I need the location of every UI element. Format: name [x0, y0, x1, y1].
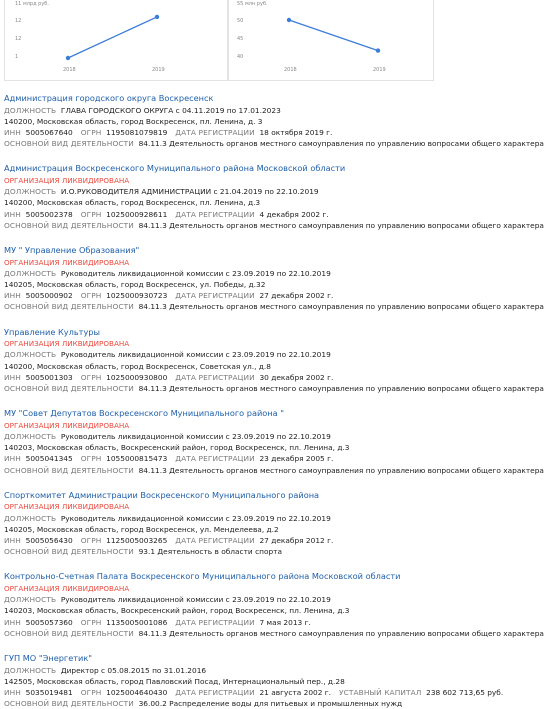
position-period: с 05.08.2015 по 31.01.2016 [101, 665, 207, 675]
reg-date-label: ДАТА РЕГИСТРАЦИИ [175, 617, 255, 627]
position-label: ДОЛЖНОСТЬ [4, 105, 57, 115]
position-label: ДОЛЖНОСТЬ [4, 187, 57, 197]
series-line [289, 20, 378, 51]
organization-name-link[interactable]: Управление Культуры [4, 326, 100, 337]
position-label: ДОЛЖНОСТЬ [4, 432, 57, 442]
liquidated-status: ОРГАНИЗАЦИЯ ЛИКВИДИРОВАНА [4, 339, 130, 349]
x-tick-label: 2019 [373, 67, 386, 73]
address: 140200, Московская область, город Воскресенск, пл. Ленина, д.3 [4, 198, 261, 208]
position-value: ГЛАВА ГОРОДСКОГО ОКРУГА [60, 105, 174, 115]
address: 142505, Московская область, город Павловский Посад, Интернациональный пер., д.28 [4, 676, 345, 686]
reg-date-value: 21 августа 2002 г. [259, 688, 332, 698]
position-value: Руководитель ликвидационной комиссии [60, 350, 224, 360]
organization-record [4, 163, 544, 231]
activity-label: ОСНОВНОЙ ВИД ДЕЯТЕЛЬНОСТИ [4, 384, 134, 394]
series-line-group [66, 15, 159, 60]
inn-value: 5005000902 [25, 291, 73, 301]
profit-chart-svg [229, 0, 433, 80]
charts-strip [0, 0, 547, 80]
y-tick-label: 12 [15, 36, 22, 42]
series-line-group [287, 18, 380, 53]
organization-name-link[interactable]: Контрольно-Счетная Палата Воскресенского Муниципального района Московской области [4, 571, 401, 582]
position-value: Руководитель ликвидационной комиссии [60, 432, 224, 442]
ogrn-value: 1025000930800 [106, 372, 168, 382]
activity-value: 84.11.3 Деятельность органов местного самоуправления по управлению вопросами общего характера [138, 302, 544, 312]
reg-date-label: ДАТА РЕГИСТРАЦИИ [175, 209, 255, 219]
inn-label: ИНН [4, 454, 21, 464]
organization-name-link[interactable]: ГУП МО "Энергетик" [4, 653, 93, 664]
organization-record [4, 245, 544, 313]
profit-chart [228, 0, 434, 81]
inn-label: ИНН [4, 688, 21, 698]
organization-name-link[interactable]: МУ " Управление Образования" [4, 245, 140, 256]
capital-value: 238 602 713,65 руб. [426, 688, 504, 698]
y-tick-label: 12 [15, 18, 22, 24]
position-value: Руководитель ликвидационной комиссии [60, 513, 224, 523]
position-value: И.О.РУКОВОДИТЕЛЯ АДМИНИСТРАЦИИ [60, 187, 212, 197]
position-period: с 23.09.2019 по 22.10.2019 [225, 432, 331, 442]
inn-value: 5005001303 [25, 372, 73, 382]
liquidated-status: ОРГАНИЗАЦИЯ ЛИКВИДИРОВАНА [4, 584, 130, 594]
reg-date-value: 18 октября 2019 г. [259, 128, 333, 137]
ogrn-label: ОГРН [80, 372, 102, 382]
organization-name-link[interactable]: Администрация Воскресенского Муниципального района Московской области [4, 163, 346, 174]
inn-label: ИНН [4, 209, 21, 219]
ogrn-value: 1025000928611 [106, 209, 168, 219]
reg-date-label: ДАТА РЕГИСТРАЦИИ [175, 291, 255, 301]
y-tick-label: 45 [237, 36, 244, 42]
ogrn-label: ОГРН [80, 536, 102, 546]
ogrn-value: 1195081079819 [106, 128, 168, 137]
chart-title: 11 млрд руб. [15, 1, 49, 7]
reg-date-value: 30 декабря 2002 г. [259, 372, 334, 382]
x-tick-label: 2019 [152, 67, 165, 73]
organization-list [4, 93, 544, 709]
address: 140203, Московская область, Воскресенский район, город Воскресенск, пл. Ленина, д.3 [4, 606, 350, 616]
inn-value: 5035019481 [25, 688, 73, 698]
liquidated-status: ОРГАНИЗАЦИЯ ЛИКВИДИРОВАНА [4, 502, 130, 512]
data-point [66, 56, 70, 60]
data-point [155, 15, 159, 19]
position-period: с 23.09.2019 по 22.10.2019 [225, 595, 331, 605]
ogrn-label: ОГРН [80, 454, 102, 464]
reg-date-label: ДАТА РЕГИСТРАЦИИ [175, 454, 255, 464]
inn-value: 5005056430 [25, 536, 73, 546]
activity-value: 84.11.3 Деятельность органов местного самоуправления по управлению вопросами общего характера [138, 220, 544, 230]
activity-value: 93.1 Деятельность в области спорта [138, 547, 283, 557]
activity-label: ОСНОВНОЙ ВИД ДЕЯТЕЛЬНОСТИ [4, 699, 134, 709]
inn-label: ИНН [4, 617, 21, 627]
ogrn-label: ОГРН [80, 617, 102, 627]
ogrn-value: 1025004640430 [106, 688, 168, 698]
position-value: Директор [60, 665, 99, 675]
organization-record [4, 571, 544, 639]
address: 140200, Московская область, город Воскресенск, Советская ул., д.8 [4, 361, 271, 371]
liquidated-status: ОРГАНИЗАЦИЯ ЛИКВИДИРОВАНА [4, 176, 130, 185]
activity-value: 84.11.3 Деятельность органов местного самоуправления по управлению вопросами общего характера [138, 465, 544, 475]
reg-date-value: 27 декабря 2002 г. [259, 291, 334, 301]
inn-label: ИНН [4, 372, 21, 382]
position-period: с 23.09.2019 по 22.10.2019 [225, 513, 331, 523]
revenue-chart [4, 0, 228, 81]
activity-label: ОСНОВНОЙ ВИД ДЕЯТЕЛЬНОСТИ [4, 220, 134, 230]
x-tick-label: 2018 [63, 67, 76, 73]
ogrn-value: 1125005003265 [106, 536, 168, 546]
ogrn-label: ОГРН [80, 291, 102, 301]
inn-value: 5005067640 [25, 128, 73, 137]
position-period: с 23.09.2019 по 22.10.2019 [225, 268, 331, 278]
x-tick-label: 2018 [284, 67, 297, 73]
activity-value: 84.11.3 Деятельность органов местного самоуправления по управлению вопросами общего характера [138, 139, 544, 149]
position-period: с 23.09.2019 по 22.10.2019 [225, 350, 331, 360]
revenue-chart-svg [5, 0, 227, 80]
reg-date-value: 7 мая 2013 г. [259, 617, 311, 627]
reg-date-value: 23 декабря 2005 г. [259, 454, 334, 464]
activity-value: 84.11.3 Деятельность органов местного самоуправления по управлению вопросами общего характера [138, 628, 544, 638]
address: 140205, Московская область, город Воскресенск, ул. Менделеева, д.2 [4, 524, 279, 534]
capital-label: УСТАВНЫЙ КАПИТАЛ [339, 688, 422, 698]
ogrn-label: ОГРН [80, 209, 102, 219]
inn-label: ИНН [4, 536, 21, 546]
data-point [376, 48, 380, 52]
position-label: ДОЛЖНОСТЬ [4, 350, 57, 360]
activity-label: ОСНОВНОЙ ВИД ДЕЯТЕЛЬНОСТИ [4, 139, 134, 149]
activity-label: ОСНОВНОЙ ВИД ДЕЯТЕЛЬНОСТИ [4, 547, 134, 557]
organization-record [4, 490, 544, 558]
inn-label: ИНН [4, 128, 21, 137]
position-label: ДОЛЖНОСТЬ [4, 268, 57, 278]
inn-value: 5005057360 [25, 617, 73, 627]
activity-value: 36.00.2 Распределение воды для питьевых и промышленных нужд [138, 699, 403, 709]
ogrn-value: 1055000815473 [106, 454, 168, 464]
organization-record [4, 408, 544, 476]
address: 140200, Московская область, город Воскресенск, пл. Ленина, д. 3 [4, 116, 263, 126]
activity-label: ОСНОВНОЙ ВИД ДЕЯТЕЛЬНОСТИ [4, 465, 134, 475]
organization-name-link[interactable]: МУ "Совет Депутатов Воскресенского Муниципального района " [4, 408, 285, 419]
data-point [287, 18, 291, 22]
organization-record [4, 327, 544, 395]
y-tick-label: 1 [15, 54, 19, 60]
chart-title: 55 млн руб. [237, 1, 268, 7]
ogrn-value: 1025000930723 [106, 291, 168, 301]
reg-date-label: ДАТА РЕГИСТРАЦИИ [175, 688, 255, 698]
activity-label: ОСНОВНОЙ ВИД ДЕЯТЕЛЬНОСТИ [4, 302, 134, 312]
position-period: с 04.11.2019 по 17.01.2023 [175, 105, 281, 115]
liquidated-status: ОРГАНИЗАЦИЯ ЛИКВИДИРОВАНА [4, 257, 130, 267]
organization-name-link[interactable]: Спорткомитет Администрации Воскресенского Муниципального района [4, 489, 320, 500]
liquidated-status: ОРГАНИЗАЦИЯ ЛИКВИДИРОВАНА [4, 420, 130, 430]
ogrn-label: ОГРН [80, 128, 102, 137]
address: 140205, Московская область, город Воскресенск, ул. Победы, д.32 [4, 280, 266, 290]
y-tick-label: 40 [237, 54, 244, 60]
series-line [68, 17, 157, 58]
activity-label: ОСНОВНОЙ ВИД ДЕЯТЕЛЬНОСТИ [4, 628, 134, 638]
position-value: Руководитель ликвидационной комиссии [60, 268, 224, 278]
activity-value: 84.11.3 Деятельность органов местного самоуправления по управлению вопросами общего характера [138, 384, 544, 394]
position-value: Руководитель ликвидационной комиссии [60, 595, 224, 605]
reg-date-label: ДАТА РЕГИСТРАЦИИ [175, 128, 255, 137]
ogrn-label: ОГРН [80, 688, 102, 698]
reg-date-value: 4 декабря 2002 г. [259, 209, 329, 219]
position-label: ДОЛЖНОСТЬ [4, 513, 57, 523]
position-label: ДОЛЖНОСТЬ [4, 595, 57, 605]
position-label: ДОЛЖНОСТЬ [4, 665, 57, 675]
organization-name-link[interactable]: Администрация городского округа Воскресенск [4, 93, 214, 103]
organization-record [4, 93, 544, 149]
inn-value: 5005002378 [25, 209, 73, 219]
inn-label: ИНН [4, 291, 21, 301]
ogrn-value: 1135005001086 [106, 617, 168, 627]
inn-value: 5005041345 [25, 454, 73, 464]
reg-date-value: 27 декабря 2012 г. [259, 536, 334, 546]
reg-date-label: ДАТА РЕГИСТРАЦИИ [175, 536, 255, 546]
reg-date-label: ДАТА РЕГИСТРАЦИИ [175, 372, 255, 382]
organization-record [4, 653, 544, 709]
y-tick-label: 50 [237, 18, 244, 24]
position-period: с 21.04.2019 по 22.10.2019 [213, 187, 319, 197]
address: 140203, Московская область, Воскресенский район, город Воскресенск, пл. Ленина, д.3 [4, 443, 350, 453]
